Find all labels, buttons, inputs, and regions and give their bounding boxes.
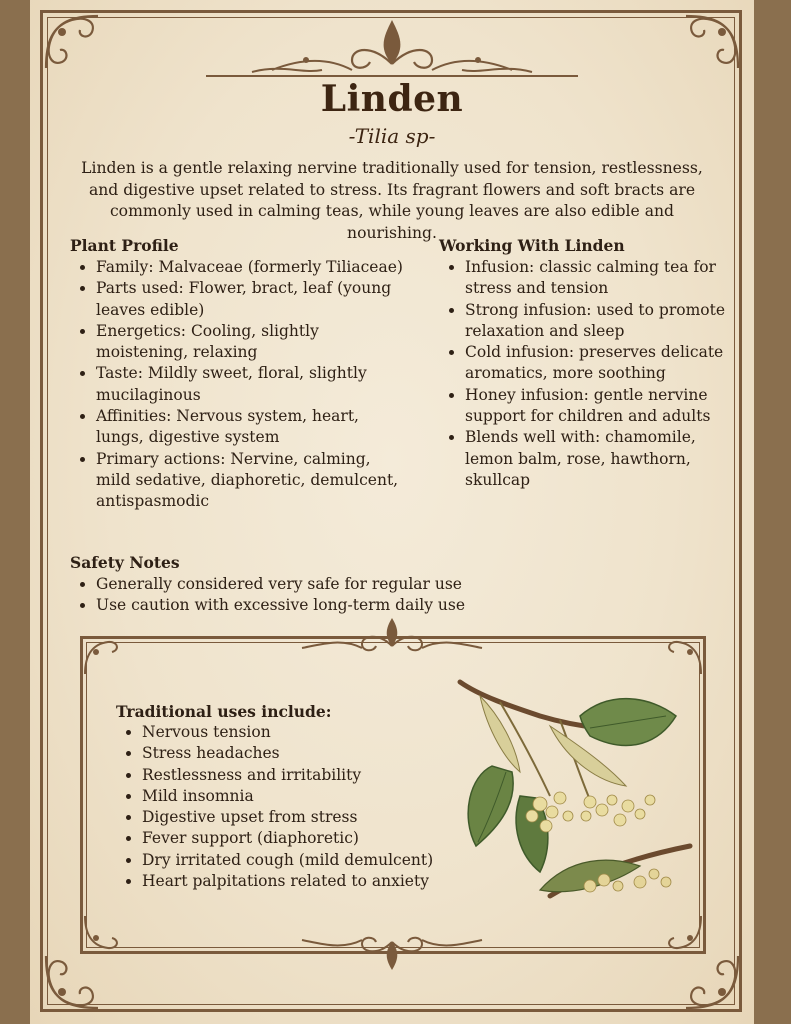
list-item: • Restlessness and irritability [142, 765, 472, 786]
list-item: • Taste: Mildly sweet, floral, slightly mucilaginous [96, 363, 410, 406]
top-flourish-ornament [202, 14, 582, 84]
page-subtitle: -Tilia sp- [348, 124, 436, 148]
working-with-list [439, 257, 735, 491]
list-item: • Blends well with: chamomile, lemon balm, rose, hawthorn, skullcap [465, 427, 735, 491]
list-item: • Stress headaches [142, 743, 472, 764]
linden-branch-illustration [440, 676, 710, 916]
list-item: • Fever support (diaphoretic) [142, 828, 472, 849]
list-item: • Cold infusion: preserves delicate aromatics, more soothing [465, 342, 735, 385]
page-title: Linden [320, 78, 464, 120]
panel-top-flourish-ornament [292, 614, 492, 658]
working-with-heading: Working With Linden [439, 236, 625, 255]
list-item: • Energetics: Cooling, slightly moistening, relaxing [96, 321, 410, 364]
panel-corner-ornament-bottom-right [664, 912, 704, 952]
intro-paragraph: Linden is a gentle relaxing nervine traditionally used for tension, restlessness, and digestive upset related to stress. Its fragrant flowers and soft bracts are commonly used in calming teas, while young leaves are also edible and nourishing. [81, 159, 703, 242]
list-item: • Honey infusion: gentle nervine support for children and adults [465, 385, 735, 428]
list-item: • Affinities: Nervous system, heart, lungs, digestive system [96, 406, 410, 449]
safety-heading: Safety Notes [70, 553, 180, 572]
herbal-page [30, 0, 754, 1024]
list-item: • Infusion: classic calming tea for stress and tension [465, 257, 735, 300]
list-item: • Heart palpitations related to anxiety [142, 871, 472, 892]
corner-ornament-top-left [42, 12, 102, 72]
list-item: • Nervous tension [142, 722, 472, 743]
corner-ornament-top-right [682, 12, 742, 72]
plant-profile-heading: Plant Profile [70, 236, 179, 255]
list-item: • Family: Malvaceae (formerly Tiliaceae) [96, 257, 410, 278]
plant-profile-list [70, 257, 410, 513]
list-item: • Strong infusion: used to promote relaxation and sleep [465, 300, 735, 343]
traditional-uses-list [116, 722, 472, 892]
list-item: • Dry irritated cough (mild demulcent) [142, 850, 472, 871]
panel-bottom-flourish-ornament [292, 930, 492, 974]
list-item: • Parts used: Flower, bract, leaf (young leaves edible) [96, 278, 410, 321]
list-item: • Mild insomnia [142, 786, 472, 807]
traditional-uses-heading: Traditional uses include: [116, 702, 332, 721]
corner-ornament-bottom-right [682, 952, 742, 1012]
list-item: • Generally considered very safe for regular use [96, 574, 556, 595]
panel-corner-ornament-top-right [664, 638, 704, 678]
panel-corner-ornament-bottom-left [82, 912, 122, 952]
corner-ornament-bottom-left [42, 952, 102, 1012]
list-item: • Use caution with excessive long-term daily use [96, 595, 556, 616]
list-item: • Digestive upset from stress [142, 807, 472, 828]
panel-corner-ornament-top-left [82, 638, 122, 678]
list-item: • Primary actions: Nervine, calming, mild sedative, diaphoretic, demulcent, antispasmodic [96, 449, 410, 513]
safety-list [70, 574, 556, 617]
